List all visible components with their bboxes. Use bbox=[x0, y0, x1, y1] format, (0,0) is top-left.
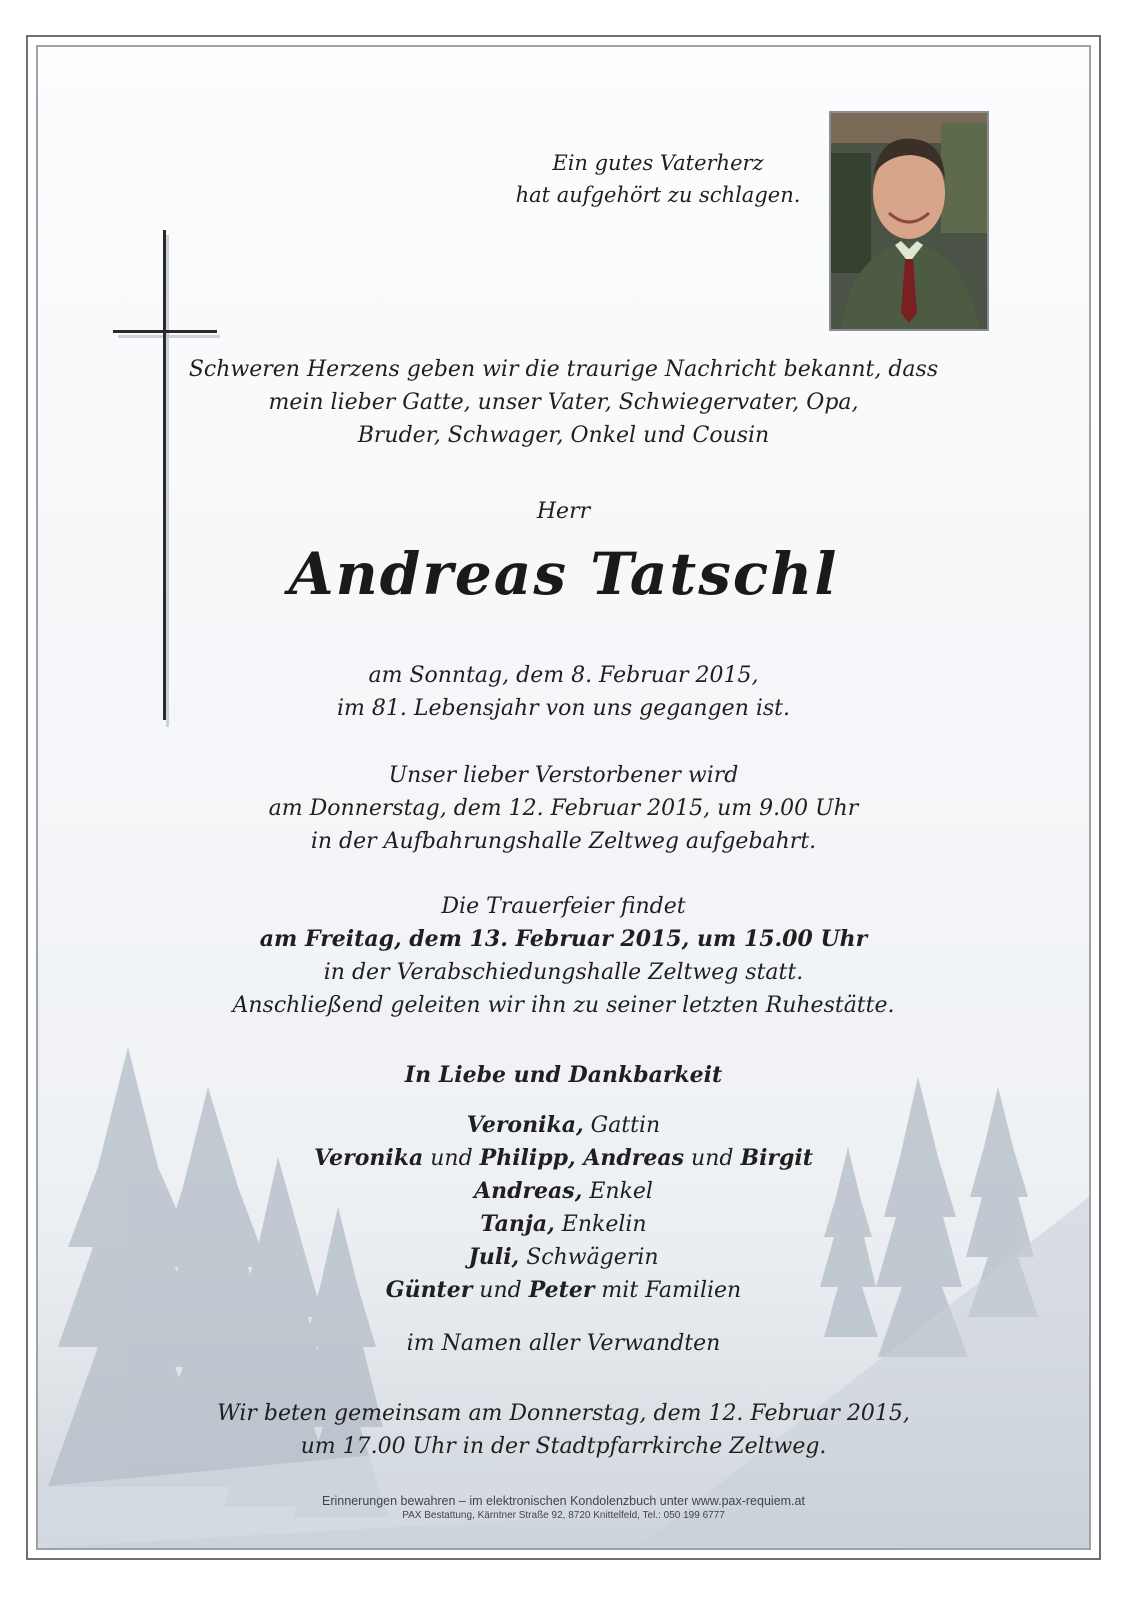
mourner-name: Günter bbox=[385, 1277, 473, 1303]
footer-condolence-line: Erinnerungen bewahren – im elektronischen Kondolenzbuch unter www.pax-requiem.at bbox=[322, 1494, 805, 1508]
cross-icon bbox=[110, 227, 220, 727]
relatives-line: im Namen aller Verwandten bbox=[406, 1331, 721, 1356]
intro-line: Schweren Herzens geben wir die traurige Nachricht bekannt, dass bbox=[188, 357, 939, 382]
mourner-relation: Schwägerin bbox=[519, 1245, 659, 1270]
closing-phrase: In Liebe und Dankbarkeit bbox=[404, 1062, 723, 1088]
funeral-line: Die Trauerfeier findet bbox=[441, 894, 686, 919]
mourner-conjunction: und bbox=[684, 1146, 741, 1171]
footer-address-line: PAX Bestattung, Kärntner Straße 92, 8720 Knittelfeld, Tel.: 050 199 6777 bbox=[402, 1510, 725, 1521]
intro-line: Bruder, Schwager, Onkel und Cousin bbox=[357, 423, 770, 448]
funeral-details bbox=[38, 890, 1089, 1022]
salutation: Herr bbox=[536, 499, 591, 524]
viewing-line: in der Aufbahrungshalle Zeltweg aufgebahrt. bbox=[310, 829, 817, 854]
deceased-name: Andreas Tatschl bbox=[288, 540, 839, 608]
mourner-row bbox=[38, 1241, 1089, 1274]
funeral-date-line: am Freitag, dem 13. Februar 2015, um 15.00 Uhr bbox=[259, 926, 868, 952]
mourner-name: Philipp, bbox=[479, 1145, 576, 1171]
mourner-row bbox=[38, 1274, 1089, 1307]
viewing-line: Unser lieber Verstorbener wird bbox=[388, 763, 739, 788]
motto bbox=[508, 147, 808, 211]
funeral-line: in der Verabschiedungshalle Zeltweg statt. bbox=[323, 960, 804, 985]
mourner-relation: Enkelin bbox=[554, 1212, 647, 1237]
death-details bbox=[38, 659, 1089, 725]
funeral-line: Anschließend geleiten wir ihn zu seiner letzten Ruhestätte. bbox=[232, 993, 895, 1018]
mourner-name: Peter bbox=[528, 1277, 595, 1303]
mourner-relation: Enkel bbox=[582, 1179, 653, 1204]
mourner-row bbox=[38, 1142, 1089, 1175]
mourners-list bbox=[38, 1109, 1089, 1307]
mourner-name: Andreas, bbox=[474, 1178, 583, 1204]
portrait-photo bbox=[829, 111, 989, 331]
announcement-intro bbox=[38, 353, 1089, 452]
notice-frame bbox=[26, 35, 1101, 1560]
mourner-name: Andreas bbox=[575, 1145, 685, 1171]
notice-card bbox=[36, 45, 1091, 1550]
intro-line: mein lieber Gatte, unser Vater, Schwiegervater, Opa, bbox=[268, 390, 859, 415]
mourner-conjunction: und bbox=[472, 1278, 529, 1303]
mourner-name: Birgit bbox=[740, 1145, 813, 1171]
mourner-relation: mit Familien bbox=[594, 1278, 742, 1303]
viewing-details bbox=[38, 759, 1089, 858]
footer bbox=[38, 1494, 1089, 1522]
prayer-line: um 17.00 Uhr in der Stadtpfarrkirche Zeltweg. bbox=[300, 1434, 827, 1459]
prayer-line: Wir beten gemeinsam am Donnerstag, dem 12. Februar 2015, bbox=[217, 1401, 910, 1426]
mourner-row bbox=[38, 1109, 1089, 1142]
motto-line: Ein gutes Vaterherz bbox=[552, 151, 764, 175]
mourner-name: Tanja, bbox=[480, 1211, 555, 1237]
mourner-row bbox=[38, 1208, 1089, 1241]
mourner-conjunction: und bbox=[423, 1146, 480, 1171]
mourner-name: Juli, bbox=[468, 1244, 520, 1270]
prayer-details bbox=[38, 1397, 1089, 1463]
viewing-line: am Donnerstag, dem 12. Februar 2015, um 9.00 Uhr bbox=[268, 796, 859, 821]
motto-line: hat aufgehört zu schlagen. bbox=[515, 183, 801, 207]
death-line: im 81. Lebensjahr von uns gegangen ist. bbox=[336, 696, 791, 721]
mourner-name: Veronika bbox=[314, 1145, 424, 1171]
mourner-name: Veronika, bbox=[466, 1112, 584, 1138]
mourner-row bbox=[38, 1175, 1089, 1208]
death-line: am Sonntag, dem 8. Februar 2015, bbox=[368, 663, 759, 688]
mourner-relation: Gattin bbox=[583, 1113, 661, 1138]
portrait-image bbox=[831, 113, 987, 329]
